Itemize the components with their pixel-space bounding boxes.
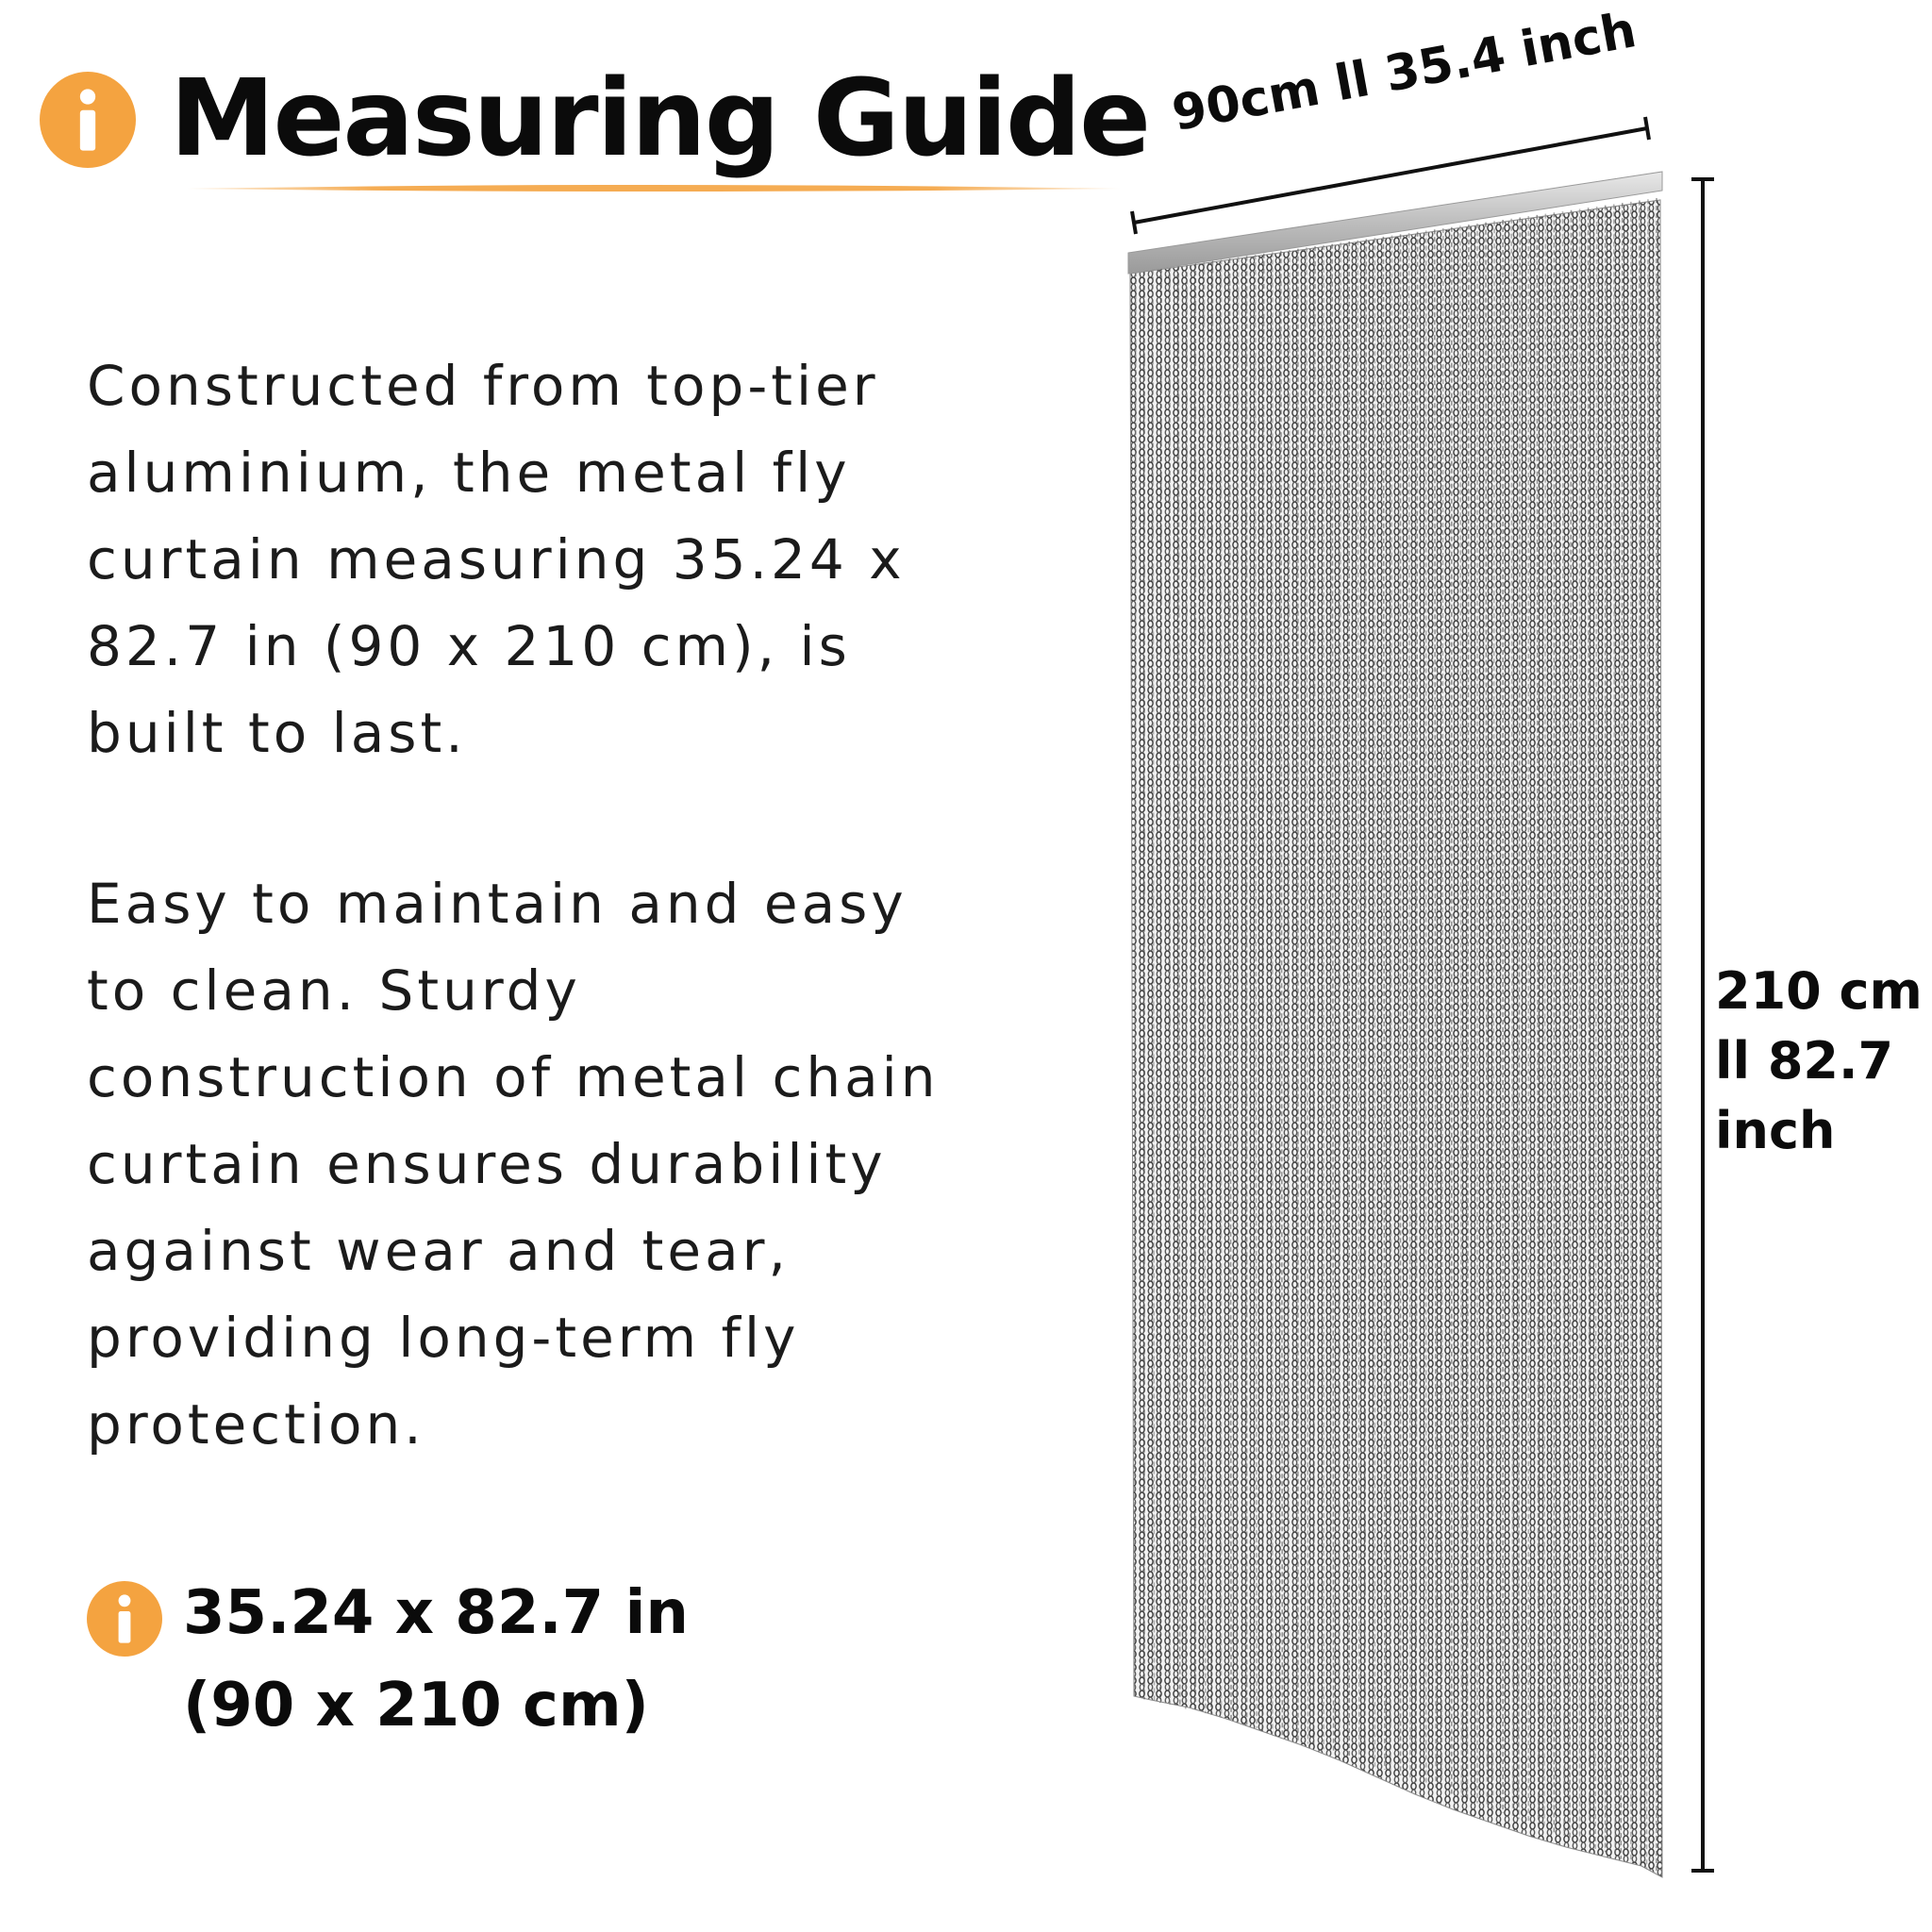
text-line: protection.: [87, 1392, 425, 1457]
height-label-line: ll 82.7: [1715, 1031, 1894, 1091]
width-label: 90cm ll 35.4 inch: [1168, 2, 1641, 143]
height-label-line: 210 cm: [1715, 961, 1923, 1021]
height-dimension-line: [1691, 179, 1714, 1871]
page-title: Measuring Guide: [170, 58, 1150, 180]
text-line: against wear and tear,: [87, 1219, 790, 1283]
height-label-line: inch: [1715, 1101, 1836, 1160]
size-centimeters: (90 x 210 cm): [183, 1671, 649, 1740]
text-line: construction of metal chain: [87, 1045, 940, 1109]
text-line: Constructed from top-tier: [87, 354, 879, 418]
text-line: to clean. Sturdy: [87, 958, 581, 1023]
text-line: curtain measuring 35.24 x: [87, 527, 906, 591]
height-label: [1715, 957, 1923, 1166]
size-inches: 35.24 x 82.7 in: [183, 1578, 689, 1648]
chain-curtain: [1130, 200, 1662, 1877]
text-line: Easy to maintain and easy: [87, 872, 908, 936]
text-line: built to last.: [87, 701, 467, 765]
text-line: curtain ensures durability: [87, 1132, 887, 1196]
text-line: aluminium, the metal fly: [87, 441, 851, 505]
text-line: 82.7 in (90 x 210 cm), is: [87, 614, 851, 678]
text-line: providing long-term fly: [87, 1306, 800, 1370]
